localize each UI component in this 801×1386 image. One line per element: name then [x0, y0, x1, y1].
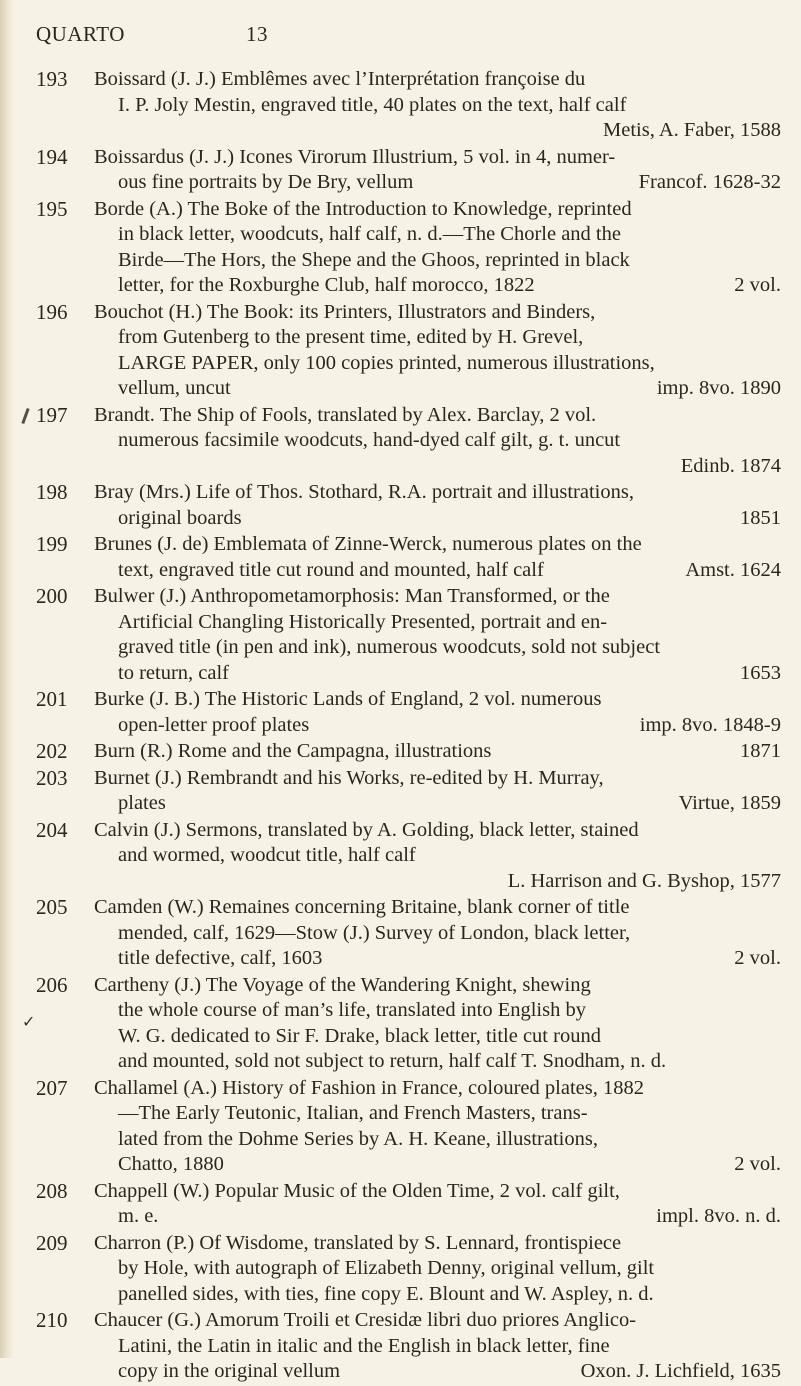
entry-description	[94, 1076, 781, 1178]
entry-line	[94, 946, 781, 972]
entry-line: Calvin (J.) Sermons, translated by A. Golding, black letter, stained	[94, 818, 639, 841]
lot-number: 206	[36, 972, 68, 997]
entry-line: I. P. Joly Mestin, engraved title, 40 plates on the text, half calf	[118, 93, 627, 116]
lot-number: 201	[36, 687, 68, 711]
catalogue-entry	[36, 818, 781, 895]
catalogue-entry	[36, 687, 781, 738]
lot-number: 204	[36, 817, 68, 842]
page-gutter-shadow	[0, 0, 14, 1358]
catalogue-entry	[36, 895, 781, 972]
page-number: 13	[246, 22, 268, 46]
catalogue-entry	[36, 1308, 781, 1385]
catalogue-entry	[36, 67, 781, 144]
entry-imprint: Oxon. J. Lichfield, 1635	[580, 1360, 781, 1382]
entry-line: lated from the Dohme Series by A. H. Keane, illustrations,	[118, 1127, 598, 1150]
entry-line: W. G. dedicated to Sir F. Drake, black letter, title cut round	[118, 1024, 601, 1047]
entry-description	[94, 766, 781, 817]
entry-line: in black letter, woodcuts, half calf, n. d.—The Chorle and the	[118, 223, 621, 245]
entry-line-text: Burn (R.) Rome and the Campagna, illustrations	[94, 740, 492, 762]
entry-description	[94, 1179, 781, 1230]
lot-number: 210	[36, 1308, 68, 1332]
catalogue-entry	[36, 532, 781, 583]
entry-line: Boissard (J. J.) Emblêmes avec l’Interprétation françoise du	[94, 68, 586, 90]
entry-line-text: open-letter proof plates	[118, 713, 310, 736]
entry-description	[94, 300, 781, 402]
entry-line-text: copy in the original vellum	[118, 1360, 341, 1382]
entry-line	[94, 1204, 781, 1230]
entry-line: Challamel (A.) History of Fashion in France, coloured plates, 1882	[94, 1076, 644, 1099]
lot-number: 196	[36, 299, 68, 324]
entry-imprint: Amst. 1624	[685, 558, 781, 581]
entry-imprint: 2 vol.	[734, 1153, 781, 1175]
entry-line: Borde (A.) The Boke of the Introduction to Knowledge, reprinted	[94, 197, 632, 220]
entry-imprint: 1871	[740, 740, 781, 762]
entry-line-text: Chatto, 1880	[118, 1153, 224, 1175]
catalogue-entry	[36, 1179, 781, 1230]
entry-line: Charron (P.) Of Wisdome, translated by S. Lennard, frontispiece	[94, 1231, 622, 1254]
catalogue-entry	[36, 403, 781, 480]
lot-number: 209	[36, 1230, 68, 1255]
entry-imprint: 2 vol.	[734, 274, 781, 296]
entry-imprint: 1653	[740, 661, 781, 684]
margin-pencil-mark	[21, 408, 29, 424]
catalogue-entry	[36, 1076, 781, 1178]
entry-line: Chappell (W.) Popular Music of the Olden Time, 2 vol. calf gilt,	[94, 1179, 620, 1202]
entry-line: the whole course of man’s life, translated into English by	[118, 999, 586, 1021]
entry-line: Bouchot (H.) The Book: its Printers, Illustrators and Binders,	[94, 300, 596, 323]
entry-description	[94, 895, 781, 972]
entry-line: Brunes (J. de) Emblemata of Zinne-Werck, numerous plates on the	[94, 533, 642, 555]
entry-description	[94, 532, 781, 583]
entry-line	[94, 506, 781, 532]
entry-line: from Gutenberg to the present time, edited by H. Grevel,	[118, 326, 584, 348]
entry-line	[94, 791, 781, 817]
catalogue-entry	[36, 584, 781, 686]
entry-line	[94, 558, 781, 584]
entry-description	[94, 584, 781, 686]
entry-line	[94, 713, 781, 739]
entry-line: Chaucer (G.) Amorum Troili et Cresidæ libri duo priores Anglico-	[94, 1309, 637, 1331]
entry-description	[94, 687, 781, 738]
entry-line: Camden (W.) Remaines concerning Britaine, blank corner of title	[94, 896, 630, 918]
entry-line-text: to return, calf	[118, 661, 229, 684]
entry-line	[94, 739, 781, 765]
lot-number: 194	[36, 144, 68, 169]
entry-line-text: letter, for the Roxburghe Club, half morocco, 1822	[118, 274, 535, 296]
margin-pencil-tick: ✓	[22, 1014, 36, 1031]
lot-number: 202	[36, 739, 68, 763]
entry-line: LARGE PAPER, only 100 copies printed, numerous illustrations,	[118, 351, 655, 374]
entry-description	[94, 1231, 781, 1308]
entry-line: and wormed, woodcut title, half calf	[118, 844, 416, 866]
entry-description	[94, 818, 781, 895]
entry-line: Cartheny (J.) The Voyage of the Wandering Knight, shewing	[94, 973, 591, 996]
entry-line: by Hole, with autograph of Elizabeth Denny, original vellum, gilt	[118, 1257, 655, 1279]
lot-number: 193	[36, 67, 68, 91]
entry-line: Burke (J. B.) The Historic Lands of England, 2 vol. numerous	[94, 688, 602, 710]
lot-number: 200	[36, 584, 68, 608]
page-header	[36, 22, 776, 52]
entry-imprint: 1851	[740, 506, 781, 529]
catalogue-entry	[36, 197, 781, 299]
entry-line: Boissardus (J. J.) Icones Virorum Illustrium, 5 vol. in 4, numer-	[94, 145, 616, 168]
entry-imprint: impl. 8vo. n. d.	[656, 1205, 781, 1227]
entry-line-text: title defective, calf, 1603	[118, 947, 323, 969]
entry-line: panelled sides, with ties, fine copy E. Blount and W. Aspley, n. d.	[118, 1282, 654, 1305]
entry-description	[94, 403, 781, 480]
catalogue-entry	[36, 766, 781, 817]
entry-imprint: imp. 8vo. 1890	[656, 377, 781, 399]
entry-line-text: original boards	[118, 506, 242, 529]
entry-description	[94, 145, 781, 196]
entry-line: Birde—The Hors, the Shepe and the Ghoos, reprinted in black	[118, 248, 630, 271]
entry-line: Artificial Changling Historically Presented, portrait and en-	[118, 610, 608, 633]
entry-imprint: 2 vol.	[734, 947, 781, 969]
catalogue-entry	[36, 973, 781, 1075]
entry-line: Bray (Mrs.) Life of Thos. Stothard, R.A. portrait and illustrations,	[94, 481, 634, 503]
entry-line: Latini, the Latin in italic and the English in black letter, fine	[118, 1334, 610, 1357]
entry-line	[94, 1152, 781, 1178]
entry-line-text: plates	[118, 792, 166, 814]
entry-line	[94, 661, 781, 687]
entry-line-text: text, engraved title cut round and mounted, half calf	[118, 558, 544, 581]
entry-line: Burnet (J.) Rembrandt and his Works, re-edited by H. Murray,	[94, 766, 604, 789]
entry-line: Brandt. The Ship of Fools, translated by Alex. Barclay, 2 vol.	[94, 403, 597, 426]
entry-line: and mounted, sold not subject to return, half calf T. Snodham, n. d.	[118, 1050, 667, 1072]
entry-imprint: Francof. 1628-32	[638, 171, 781, 193]
entry-line	[94, 273, 781, 299]
entry-imprint: L. Harrison and G. Byshop, 1577	[507, 869, 781, 892]
entry-imprint: imp. 8vo. 1848-9	[639, 713, 781, 736]
entry-line-text: vellum, uncut	[118, 377, 231, 399]
running-title: QUARTO	[36, 22, 125, 46]
entry-line: graved title (in pen and ink), numerous woodcuts, sold not subject	[118, 636, 661, 658]
entry-line-text: ous fine portraits by De Bry, vellum	[118, 171, 414, 193]
lot-number: 195	[36, 196, 68, 221]
catalogue-entry	[36, 300, 781, 402]
entry-description	[94, 67, 781, 144]
lot-number: 199	[36, 532, 68, 556]
entry-imprint: Virtue, 1859	[678, 792, 781, 814]
lot-number: 197	[36, 402, 68, 427]
entry-line: numerous facsimile woodcuts, hand-dyed calf gilt, g. t. uncut	[118, 429, 621, 451]
catalogue-entry	[36, 1231, 781, 1308]
lot-number: 205	[36, 895, 68, 919]
entry-description	[94, 197, 781, 299]
catalogue-entry	[36, 145, 781, 196]
lot-number: 208	[36, 1178, 68, 1203]
entry-description	[94, 480, 781, 531]
lot-number: 198	[36, 480, 68, 504]
entry-line: mended, calf, 1629—Stow (J.) Survey of London, black letter,	[118, 921, 631, 944]
lot-number: 207	[36, 1075, 68, 1100]
lot-number: 203	[36, 765, 68, 790]
entry-line	[94, 170, 781, 196]
entry-line	[94, 1359, 781, 1385]
entry-line	[94, 376, 781, 402]
entry-description	[94, 739, 781, 765]
entry-imprint: Edinb. 1874	[680, 454, 781, 477]
entry-line: Bulwer (J.) Anthropometamorphosis: Man Transformed, or the	[94, 585, 610, 607]
entry-line-text: m. e.	[118, 1205, 159, 1227]
catalogue-entry	[36, 739, 781, 765]
entry-description	[94, 1308, 781, 1385]
catalogue-entry	[36, 480, 781, 531]
entry-line: —The Early Teutonic, Italian, and French Masters, trans-	[118, 1102, 588, 1124]
entry-imprint: Metis, A. Faber, 1588	[603, 119, 781, 141]
catalogue-entries	[36, 67, 781, 1386]
entry-description	[94, 973, 781, 1075]
